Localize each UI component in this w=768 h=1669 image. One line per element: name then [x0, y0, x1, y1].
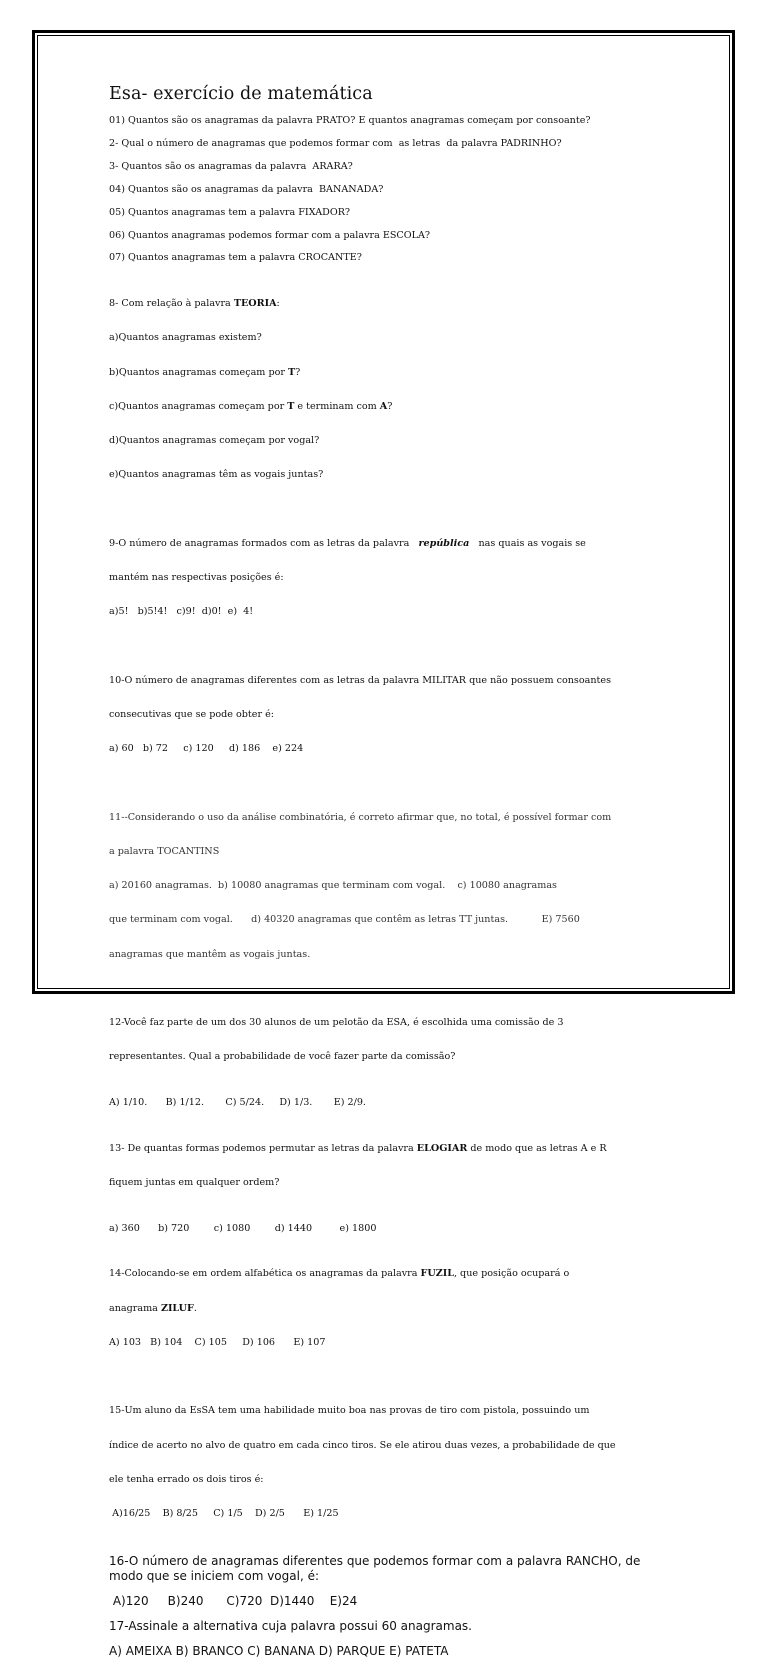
question-8-stem [109, 298, 669, 309]
question-16-line2: modo que se iniciem com vogal, é: [109, 1568, 320, 1583]
question-13-text: 13- De quantas formas podemos permutar as letras da palavra [109, 1142, 417, 1154]
question-8-item-d: d)Quantos anagramas começam por vogal? [109, 435, 320, 447]
question-13-text-end: de modo que as letras A e R [467, 1142, 607, 1154]
question-9-options: a)5! b)5!4! c)9! d)0! e) 4! [109, 606, 254, 618]
question-14-text-end: , que posição ocupará o [453, 1268, 570, 1280]
question-12-line2: representantes. Qual a probabilidade de você fazer parte da comissão? [109, 1051, 456, 1063]
question-8-b-end: ? [295, 366, 301, 378]
question-8-item-e: e)Quantos anagramas têm as vogais juntas? [109, 469, 324, 481]
question-8-c-end: ? [387, 400, 393, 412]
question-9-text: 9-O número de anagramas formados com as letras da palavra [109, 537, 419, 549]
question-13-line2: fiquem juntas em qualquer ordem? [109, 1177, 280, 1188]
question-8-suffix: : [276, 298, 280, 310]
question-8-b-text: b)Quantos anagramas começam por [109, 366, 289, 378]
question-9-stem [109, 538, 669, 549]
question-10-options: a) 60 b) 72 c) 120 d) 186 e) 224 [109, 743, 304, 755]
question-17: 17-Assinale a alternativa cuja palavra possui 60 anagramas. [109, 1618, 472, 1633]
question-14 [109, 1246, 669, 1371]
question-14-line2 [109, 1303, 669, 1314]
question-12 [109, 994, 669, 1085]
question-9 [109, 515, 669, 640]
question-11-line2: a palavra TOCANTINS [109, 845, 220, 857]
question-7: 07) Quantos anagramas tem a palavra CROCANTE? [109, 252, 362, 264]
question-13-options: a) 360 b) 720 c) 1080 d) 1440 e) 1800 [109, 1222, 377, 1234]
question-15-options: A)16/25 B) 8/25 C) 1/5 D) 2/5 E) 1/25 [109, 1508, 339, 1520]
question-11-line3: a) 20160 anagramas. b) 10080 anagramas que terminam com vogal. c) 10080 anagramas [109, 880, 557, 892]
question-14-line2-text: anagrama [109, 1302, 161, 1314]
question-15-line2: índice de acerto no alvo de quatro em cada cinco tiros. Se ele atirou duas vezes, a probabilidade de que [109, 1439, 616, 1451]
question-16 [109, 1554, 669, 1584]
document-body [109, 84, 669, 1669]
question-8-c-letter1: T [287, 400, 295, 412]
question-10-line2: consecutivas que se pode obter é: [109, 708, 274, 720]
question-14-word: FUZIL [420, 1268, 454, 1280]
question-2: 2- Qual o número de anagramas que podemos formar com as letras da palavra PADRINHO? [109, 137, 562, 149]
question-10 [109, 652, 669, 777]
question-9-word: república [418, 537, 470, 549]
question-11 [109, 789, 669, 983]
question-12-options: A) 1/10. B) 1/12. C) 5/24. D) 1/3. E) 2/9. [109, 1097, 366, 1109]
question-14-text: 14-Colocando-se em ordem alfabética os anagramas da palavra [109, 1268, 421, 1280]
question-1: 01) Quantos são os anagramas da palavra PRATO? E quantos anagramas começam por consoante? [109, 115, 591, 126]
question-16-line1: 16-O número de anagramas diferentes que podemos formar com a palavra RANCHO, de [109, 1553, 641, 1568]
question-13 [109, 1120, 669, 1211]
question-8-item-c [109, 401, 669, 412]
question-13-word: ELOGIAR [416, 1142, 468, 1154]
question-11-line4: que terminam com vogal. d) 40320 anagramas que contêm as letras TT juntas. E) 7560 [109, 914, 580, 926]
question-14-line2-end: . [193, 1302, 197, 1314]
question-14-line2-word: ZILUF [160, 1302, 194, 1314]
question-16-options: A)120 B)240 C)720 D)1440 E)24 [109, 1593, 358, 1608]
question-8-c-mid: e terminam com [294, 400, 380, 412]
question-8-item-b [109, 367, 669, 378]
question-17-options: A) AMEIXA B) BRANCO C) BANANA D) PARQUE E) PATETA [109, 1643, 449, 1658]
question-9-line2: mantém nas respectivas posições é: [109, 572, 284, 583]
question-10-line1: 10-O número de anagramas diferentes com as letras da palavra MILITAR que não possuem consoantes [109, 674, 611, 686]
question-8-prefix: 8- Com relação à palavra [109, 298, 234, 310]
question-8-word: TEORIA [233, 298, 277, 310]
question-8-item-a: a)Quantos anagramas existem? [109, 332, 262, 344]
question-9-text-end: nas quais as vogais se [469, 537, 586, 549]
question-15-line1: 15-Um aluno da EsSA tem uma habilidade muito boa nas provas de tiro com pistola, possuindo um [109, 1405, 590, 1417]
question-4: 04) Quantos são os anagramas da palavra BANANADA? [109, 183, 384, 195]
question-8 [109, 275, 669, 503]
question-6: 06) Quantos anagramas podemos formar com a palavra ESCOLA? [109, 229, 431, 241]
question-3: 3- Quantos são os anagramas da palavra ARARA? [109, 160, 353, 172]
document-title: Esa- exercício de matemática [109, 84, 373, 104]
question-13-stem [109, 1143, 669, 1154]
question-15 [109, 1383, 669, 1543]
question-12-line1: 12-Você faz parte de um dos 30 alunos de um pelotão da ESA, é escolhida uma comissão de 3 [109, 1017, 564, 1029]
question-8-c-letter2: A [379, 400, 388, 412]
question-11-line5: anagramas que mantêm as vogais juntas. [109, 948, 311, 960]
question-14-options: A) 103 B) 104 C) 105 D) 106 E) 107 [109, 1336, 326, 1348]
question-14-stem [109, 1268, 669, 1279]
question-8-b-letter: T [288, 366, 296, 378]
question-8-c-text: c)Quantos anagramas começam por [109, 400, 288, 412]
question-11-line1: 11--Considerando o uso da análise combinatória, é correto afirmar que, no total, é possível formar com [109, 811, 612, 823]
question-15-line3: ele tenha errado os dois tiros é: [109, 1473, 264, 1485]
question-5: 05) Quantos anagramas tem a palavra FIXADOR? [109, 206, 351, 218]
